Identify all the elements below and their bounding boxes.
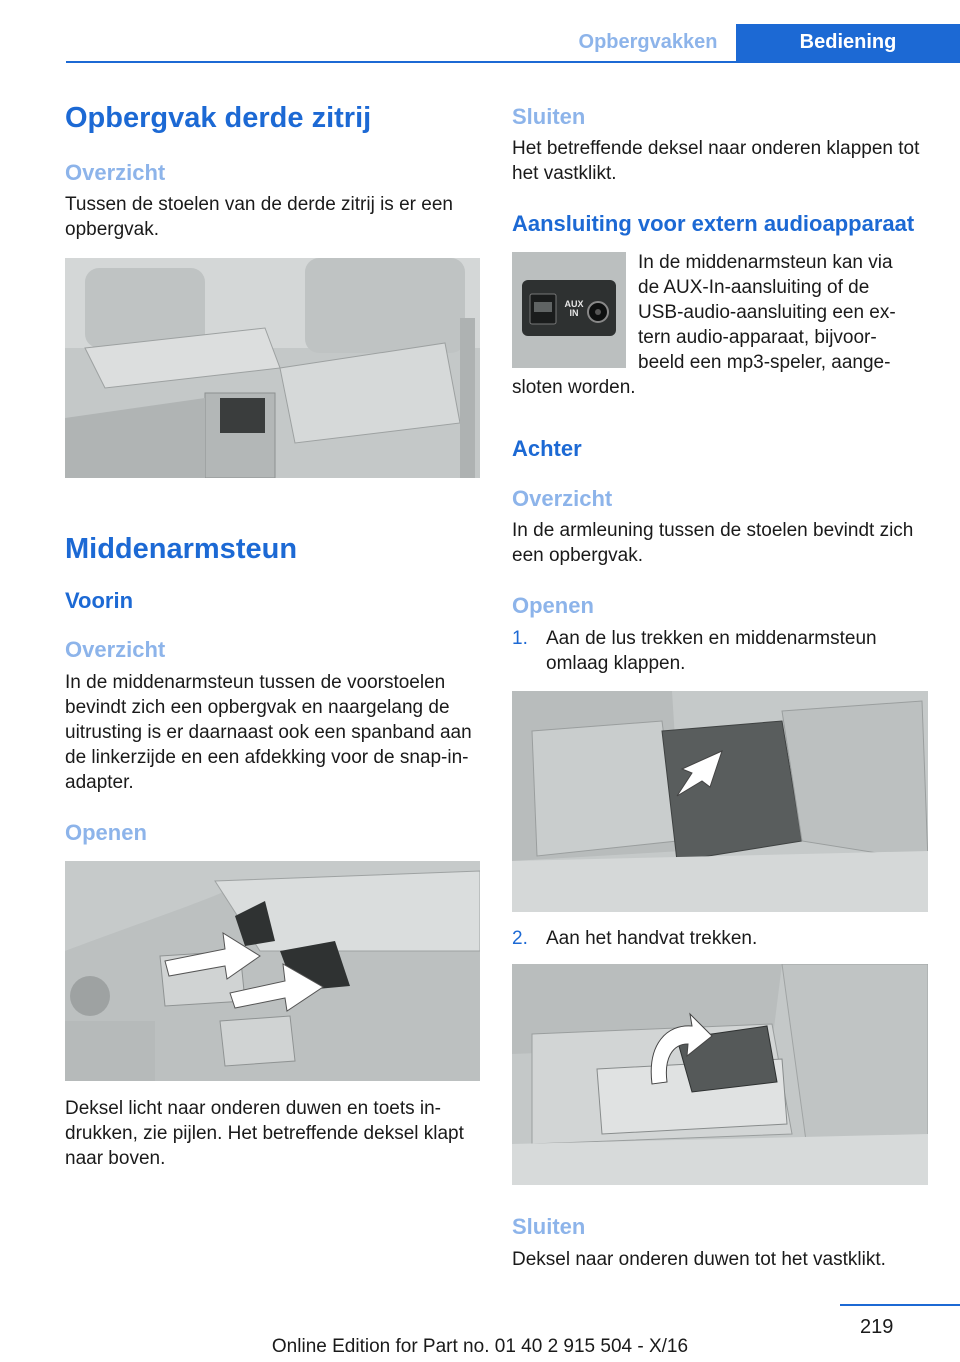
heading-close-rear: Sluiten xyxy=(512,1214,586,1239)
image-rear-armrest-fold-down xyxy=(512,691,928,912)
title-armrest: Middenarmsteun xyxy=(65,533,298,565)
heading-open-rear: Openen xyxy=(512,593,594,618)
image-third-row-storage xyxy=(65,258,480,478)
header-section-title: Opbergvakken xyxy=(578,31,718,53)
aux-in-label: AUX IN xyxy=(564,299,584,318)
heading-overview-rear: Overzicht xyxy=(512,486,613,511)
image-front-armrest-open xyxy=(65,861,480,1081)
text-overview-rear: In de armleuning tussen de stoelen bevindt zich een opbergvak. xyxy=(512,520,914,566)
page-number: 219 xyxy=(860,1316,894,1338)
heading-open-front: Openen xyxy=(65,820,147,845)
heading-rear: Achter xyxy=(512,436,582,461)
heading-overview-front: Overzicht xyxy=(65,637,166,662)
image-rear-armrest-handle xyxy=(512,964,928,1185)
aux-text-line-1: In de middenarmsteun kan via xyxy=(638,252,893,273)
heading-close-front: Sluiten xyxy=(512,104,586,129)
text-close-front: Het betreffende deksel naar onderen klappen tot het vastklikt. xyxy=(512,138,920,184)
aux-text-line-3: USB-audio-aansluiting een ex- xyxy=(638,302,896,323)
step-1-text: Aan de lus trekken en middenarmsteun omlaag klappen. xyxy=(546,628,877,674)
header-chapter-tab: Bediening xyxy=(736,24,960,61)
header-rule xyxy=(66,61,960,63)
title-third-row-storage: Opbergvak derde zitrij xyxy=(65,102,372,134)
footer-edition: Online Edition for Part no. 01 40 2 915 504 - X/16 xyxy=(271,1336,689,1357)
step-2-number: 2. xyxy=(512,928,528,949)
image-aux-usb-port xyxy=(512,252,626,368)
heading-aux-connection: Aansluiting voor extern audioapparaat xyxy=(512,211,915,236)
step-1-number: 1. xyxy=(512,628,528,649)
step-2-text: Aan het handvat trekken. xyxy=(546,928,758,949)
aux-text-line-6: sloten worden. xyxy=(512,377,636,398)
heading-overview-third-row: Overzicht xyxy=(65,160,166,185)
text-overview-third-row: Tussen de stoelen van de derde zitrij is er een opbergvak. xyxy=(65,194,453,240)
aux-text-line-4: tern audio-apparaat, bijvoor- xyxy=(638,327,877,348)
text-aux-lines xyxy=(638,250,928,375)
aux-text-line-5: beeld een mp3-speler, aange- xyxy=(638,352,891,373)
text-close-rear: Deksel naar onderen duwen tot het vastklikt. xyxy=(512,1249,886,1270)
page-number-rule xyxy=(840,1304,960,1306)
heading-front: Voorin xyxy=(65,588,134,613)
aux-text-line-2: de AUX-In-aansluiting of de xyxy=(638,277,870,298)
text-open-front: Deksel licht naar onderen duwen en toets in-drukken, zie pijlen. Het betreffende deksel klapt naar boven. xyxy=(65,1098,464,1169)
text-overview-front: In de middenarmsteun tussen de voorstoelen bevindt zich een opbergvak en naargelang de uitrusting is er daarnaast ook een spanband aan de linkerzijde en een afdekking voor de snap-in-adapter. xyxy=(65,672,472,793)
